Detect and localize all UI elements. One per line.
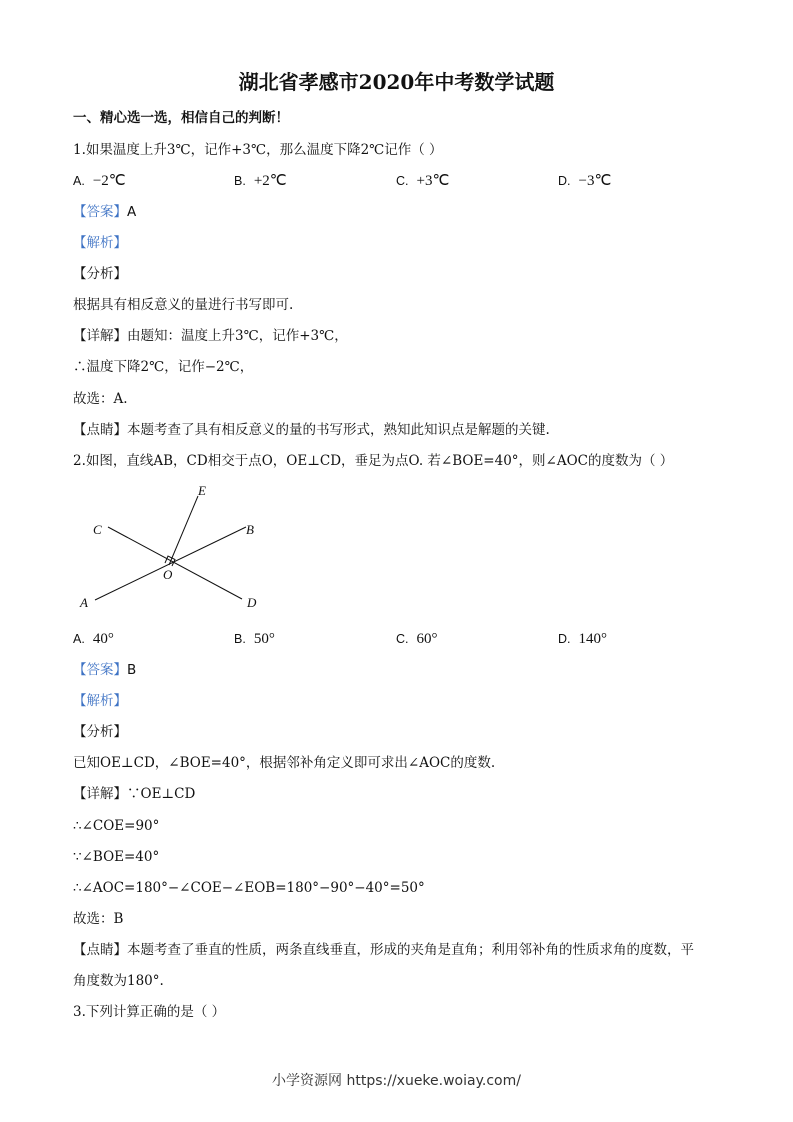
q2-answer	[73, 660, 136, 680]
q2-fenxi-tag: 【分析】	[73, 724, 127, 740]
section-heading: 一、精心选一选，相信自己的判断！	[73, 110, 289, 126]
label-d: D	[247, 595, 257, 610]
q2-comment-cont: 角度数为180°.	[73, 973, 164, 989]
q1-option-a: A. −2℃	[73, 173, 126, 189]
q2-step2: ∵∠BOE=40°	[73, 849, 160, 865]
q2-option-b: B. 50°	[234, 631, 275, 647]
q2-fenxi: 已知OE⊥CD，∠BOE=40°，根据邻补角定义即可求出∠AOC的度数.	[73, 755, 496, 771]
q2-step3: ∴∠AOC=180°−∠COE−∠EOB=180°−90°−40°=50°	[73, 880, 425, 896]
label-a: A	[80, 595, 88, 610]
page-footer: 小学资源网 https://xueke.woiay.com/	[272, 1073, 521, 1089]
q1-option-c: C. +3℃	[396, 173, 450, 189]
q2-detail: 【详解】∵OE⊥CD	[73, 786, 196, 802]
q1-comment: 【点睛】本题考查了具有相反意义的量的书写形式，熟知此知识点是解题的关键.	[73, 422, 550, 438]
q1-fenxi-tag: 【分析】	[73, 266, 127, 282]
q2-option-a: A. 40°	[73, 631, 114, 647]
q2-stem: 2.如图，直线AB，CD相交于点O，OE⊥CD，垂足为点O. 若∠BOE=40°，则∠AOC的度数为（ ）	[73, 453, 674, 469]
q2-analysis-tag: 【解析】	[73, 693, 127, 709]
line-cd	[108, 527, 242, 599]
label-e: E	[198, 483, 206, 498]
label-c: C	[93, 522, 102, 537]
q1-choose: 故选：A.	[73, 391, 128, 407]
q2-choose: 故选：B	[73, 911, 124, 927]
answer-tag: 【答案】	[73, 204, 127, 220]
q2-option-c: C. 60°	[396, 631, 438, 647]
q2-step1: ∴∠COE=90°	[73, 818, 160, 834]
page-title: 湖北省孝感市2020年中考数学试题	[238, 70, 555, 94]
geometry-figure	[70, 478, 270, 618]
q1-option-b: B. +2℃	[234, 173, 287, 189]
label-o: O	[163, 567, 173, 582]
ray-oe	[169, 496, 198, 565]
q1-answer	[73, 202, 136, 222]
right-angle-mark	[165, 556, 175, 566]
q1-fenxi: 根据具有相反意义的量进行书写即可.	[73, 297, 294, 313]
q3-stem: 3.下列计算正确的是（ ）	[73, 1004, 226, 1020]
q1-option-d: D. −3℃	[558, 173, 612, 189]
answer-value: A	[127, 204, 137, 220]
q1-stem: 1.如果温度上升3℃，记作+3℃，那么温度下降2℃记作（ ）	[73, 142, 443, 158]
q1-analysis-tag: 【解析】	[73, 235, 127, 251]
answer-value: B	[127, 662, 137, 678]
q1-detail2: ∴温度下降2℃，记作−2℃，	[73, 359, 254, 375]
q2-option-d: D. 140°	[558, 631, 607, 647]
answer-tag: 【答案】	[73, 662, 127, 678]
q2-comment: 【点睛】本题考查了垂直的性质，两条直线垂直，形成的夹角是直角；利用邻补角的性质求角的度数，平	[73, 942, 694, 958]
label-b: B	[246, 522, 254, 537]
q1-detail: 【详解】由题知：温度上升3℃，记作+3℃，	[73, 328, 348, 344]
